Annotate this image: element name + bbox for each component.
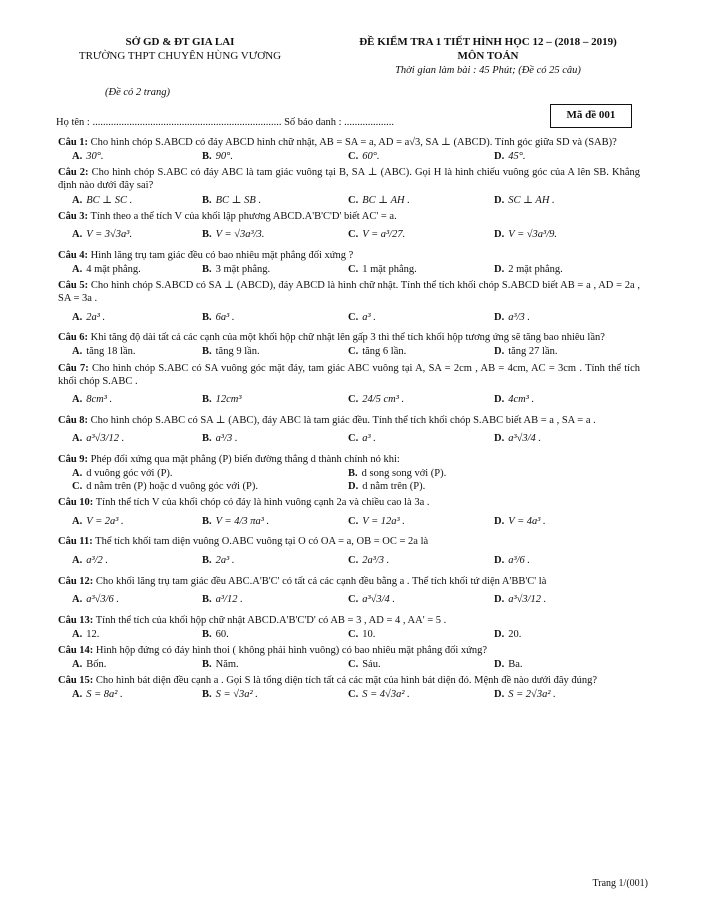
option-d: D. a³/3 . (494, 311, 531, 323)
question-11 (58, 535, 640, 571)
option-b: B. d song song với (P). (348, 468, 447, 479)
candidate-info-line: Họ tên : ........................................................................ Số báo danh : ................... (56, 117, 395, 128)
question-text: Cho hình chóp S.ABC có SA ⊥ (ABC), đáy ABC là tam giác đều. Tính thể tích khối chóp S.ABC biết AB = a , SA = a . (90, 414, 596, 426)
option-a: A. 2a³ . (72, 311, 106, 323)
option-b: B. 90°. (202, 151, 233, 163)
answer-options (58, 194, 640, 207)
question-number: Câu 12: (58, 575, 94, 587)
school-name: TRƯỜNG THPT CHUYÊN HÙNG VƯƠNG (78, 49, 282, 62)
question-3 (58, 210, 640, 246)
question-number: Câu 8: (58, 414, 89, 426)
option-c: C. d nằm trên (P) hoặc d vuông góc với (P). (72, 481, 258, 493)
option-b: B. a³/3 . (202, 433, 238, 445)
option-b: B. V = √3a³/3. (202, 229, 265, 241)
question-text: Tính thể tích của khối hộp chữ nhật ABCD.A'B'C'D' có AB = 3 , AD = 4 , AA' = 5 . (95, 614, 447, 626)
answer-options (58, 467, 640, 493)
option-b: B. tăng 9 lần. (202, 346, 260, 358)
question-number: Câu 11: (58, 536, 93, 548)
option-d: D. Ba. (494, 659, 523, 670)
question-text: Cho khối lăng trụ tam giác đều ABC.A'B'C' có tất cả các cạnh đều bằng a . Thể tích khối tứ diện A'BB'C' là (95, 575, 547, 587)
option-d: D. V = 4a³ . (494, 515, 546, 527)
question-9 (58, 453, 640, 493)
option-b: B. 3 mặt phẳng. (202, 263, 271, 275)
option-b: B. BC ⊥ SB . (202, 194, 262, 206)
option-b: B. S = √3a² . (202, 689, 258, 701)
option-d: D. 2 mặt phẳng. (494, 263, 563, 275)
exam-title: ĐỀ KIỂM TRA 1 TIẾT HÌNH HỌC 12 – (2018 – 2019) (359, 36, 617, 48)
question-number: Câu 5: (58, 280, 89, 291)
question-8 (58, 414, 640, 450)
question-number: Câu 4: (58, 249, 89, 261)
question-14 (58, 644, 640, 671)
answer-options (58, 345, 640, 358)
option-b: B. V = 4/3 πa³ . (202, 515, 270, 527)
answer-options (58, 510, 640, 532)
option-c: C. a³ . (348, 433, 376, 445)
answer-options (58, 550, 640, 572)
option-c: C. 2a³/3 . (348, 554, 390, 566)
option-a: A. d vuông góc với (P). (72, 468, 173, 479)
option-d: D. a³√3/4 . (494, 433, 542, 445)
question-7 (58, 362, 640, 411)
option-c: C. V = a³/27. (348, 229, 406, 241)
option-c: C. 24/5 cm³ . (348, 394, 405, 406)
answer-options (58, 224, 640, 246)
option-c: C. BC ⊥ AH . (348, 194, 410, 206)
option-d: D. d nằm trên (P). (348, 481, 426, 493)
school-header (50, 36, 310, 64)
question-text: Cho hình bát diện đều cạnh a . Gọi S là tổng diện tích tất cả các mặt của hình bát diện đó. Mệnh đề nào dưới đây đúng? (95, 675, 598, 687)
question-text: Cho hình chóp S.ABCD có SA ⊥ (ABCD), đáy ABCD là hình chữ nhật. Tính thể tích khối chóp S.ABCD biết AB = a , AD = 2a , SA = 3a . (58, 280, 641, 305)
question-text: Thể tích khối tam diện vuông O.ABC vuông tại O có OA = a, OB = OC = 2a là (95, 536, 429, 548)
option-c: C. tăng 6 lần. (348, 346, 407, 358)
option-c: C. Sáu. (348, 659, 381, 670)
question-13 (58, 614, 640, 641)
option-b: B. 60. (202, 628, 229, 640)
question-2 (58, 166, 640, 206)
option-a: A. a³√3/12 . (72, 433, 125, 445)
question-number: Câu 2: (58, 167, 89, 179)
question-number: Câu 9: (58, 453, 89, 465)
option-c: C. 10. (348, 628, 376, 640)
option-c: C. a³ . (348, 311, 376, 323)
question-number: Câu 13: (58, 614, 94, 626)
option-a: A. a³/2 . (72, 554, 109, 566)
pages-note: (Đề có 2 trang) (105, 87, 171, 98)
question-text: Cho hình chóp S.ABC có SA vuông góc mặt đáy, tam giác ABC vuông tại A, SA = 2cm , AB = 4cm, AC = 3cm . Tính thể tích khối chóp S.ABC . (58, 362, 641, 387)
page-footer: Trang 1/(001) (592, 878, 648, 889)
question-number: Câu 15: (58, 675, 94, 687)
question-number: Câu 3: (58, 210, 89, 222)
option-d: D. 4cm³ . (494, 394, 535, 406)
option-c: C. S = 4√3a² . (348, 689, 410, 701)
question-15 (58, 674, 640, 701)
department-name: SỞ GD & ĐT GIA LAI (125, 36, 235, 48)
question-5 (58, 279, 640, 328)
answer-options (58, 628, 640, 641)
question-10 (58, 496, 640, 532)
option-d: D. V = √3a³/9. (494, 229, 557, 241)
option-c: C. a³√3/4 . (348, 594, 396, 606)
answer-options (58, 428, 640, 450)
option-d: D. S = 2√3a² . (494, 689, 556, 701)
question-text: Tính theo a thể tích V của khối lập phương ABCD.A'B'C'D' biết AC' = a. (90, 210, 397, 222)
answer-options (58, 150, 640, 163)
question-4 (58, 249, 640, 276)
option-d: D. a³√3/12 . (494, 594, 547, 606)
option-b: B. 2a³ . (202, 554, 235, 566)
question-12 (58, 575, 640, 611)
question-text: Phép đối xứng qua mặt phẳng (P) biến đường thẳng d thành chính nó khi: (90, 453, 400, 465)
question-number: Câu 1: (58, 137, 89, 148)
option-a: A. tăng 18 lần. (72, 346, 136, 358)
answer-options (58, 306, 640, 328)
option-d: D. 45°. (494, 151, 526, 163)
option-d: D. 20. (494, 628, 522, 640)
question-list (58, 136, 640, 704)
option-b: B. 6a³ . (202, 311, 235, 323)
option-a: A. V = 2a³ . (72, 515, 124, 527)
option-a: A. V = 3√3a³. (72, 229, 133, 241)
exam-header (318, 36, 658, 77)
question-text: Khi tăng độ dài tất cả các cạnh của một khối hộp chữ nhật lên gấp 3 thì thể tích khối hộp tương ứng sẽ tăng bao nhiêu lần? (90, 332, 605, 344)
question-number: Câu 10: (58, 497, 94, 509)
option-d: D. a³/6 . (494, 554, 531, 566)
option-a: A. 8cm³ . (72, 394, 113, 406)
option-a: A. a³√3/6 . (72, 594, 120, 606)
answer-options (58, 688, 640, 701)
option-a: A. 30°. (72, 151, 104, 163)
option-b: B. Năm. (202, 659, 239, 670)
option-b: B. a³/12 . (202, 594, 243, 606)
question-text: Hình lăng trụ tam giác đều có bao nhiêu mặt phẳng đối xứng ? (90, 249, 354, 261)
option-a: A. 12. (72, 628, 100, 640)
answer-options (58, 389, 640, 411)
option-a: A. BC ⊥ SC . (72, 194, 133, 206)
option-c: C. 60°. (348, 151, 380, 163)
subject-name: MÔN TOÁN (457, 49, 519, 62)
option-a: A. S = 8a² . (72, 689, 123, 701)
option-d: D. SC ⊥ AH . (494, 194, 555, 206)
question-number: Câu 6: (58, 332, 89, 344)
question-text: Tính thể tích V của khối chóp có đáy là hình vuông cạnh 2a và chiều cao là 3a . (95, 497, 430, 509)
question-text: Cho hình chóp S.ABC có đáy ABC là tam giác vuông tại B, SA ⊥ (ABC). Gọi H là hình chiếu vuông góc của A lên SB. Khẳng định nào dưới đây sai? (58, 167, 641, 192)
exam-code-box: Mã đề 001 (550, 104, 632, 128)
option-a: A. 4 mặt phẳng. (72, 263, 141, 275)
option-c: C. 1 mặt phẳng. (348, 263, 417, 275)
answer-options (58, 263, 640, 276)
question-number: Câu 14: (58, 644, 94, 656)
answer-options (58, 589, 640, 611)
exam-duration: Thời gian làm bài : 45 Phút; (Đề có 25 câu) (395, 64, 581, 76)
question-6 (58, 331, 640, 358)
option-a: A. Bốn. (72, 659, 107, 670)
option-d: D. tăng 27 lần. (494, 346, 558, 358)
question-number: Câu 7: (58, 362, 89, 374)
option-c: C. V = 12a³ . (348, 515, 405, 527)
question-text: Hình hộp đứng có đáy hình thoi ( không phải hình vuông) có bao nhiêu mặt phẳng đối xứng? (95, 644, 487, 656)
question-1 (58, 136, 640, 163)
question-text: Cho hình chóp S.ABCD có đáy ABCD hình chữ nhật, AB = SA = a, AD = a√3, SA ⊥ (ABCD). Tính góc giữa SD và (SAB)? (90, 137, 617, 148)
answer-options (58, 658, 640, 671)
option-b: B. 12cm³ (202, 394, 242, 406)
